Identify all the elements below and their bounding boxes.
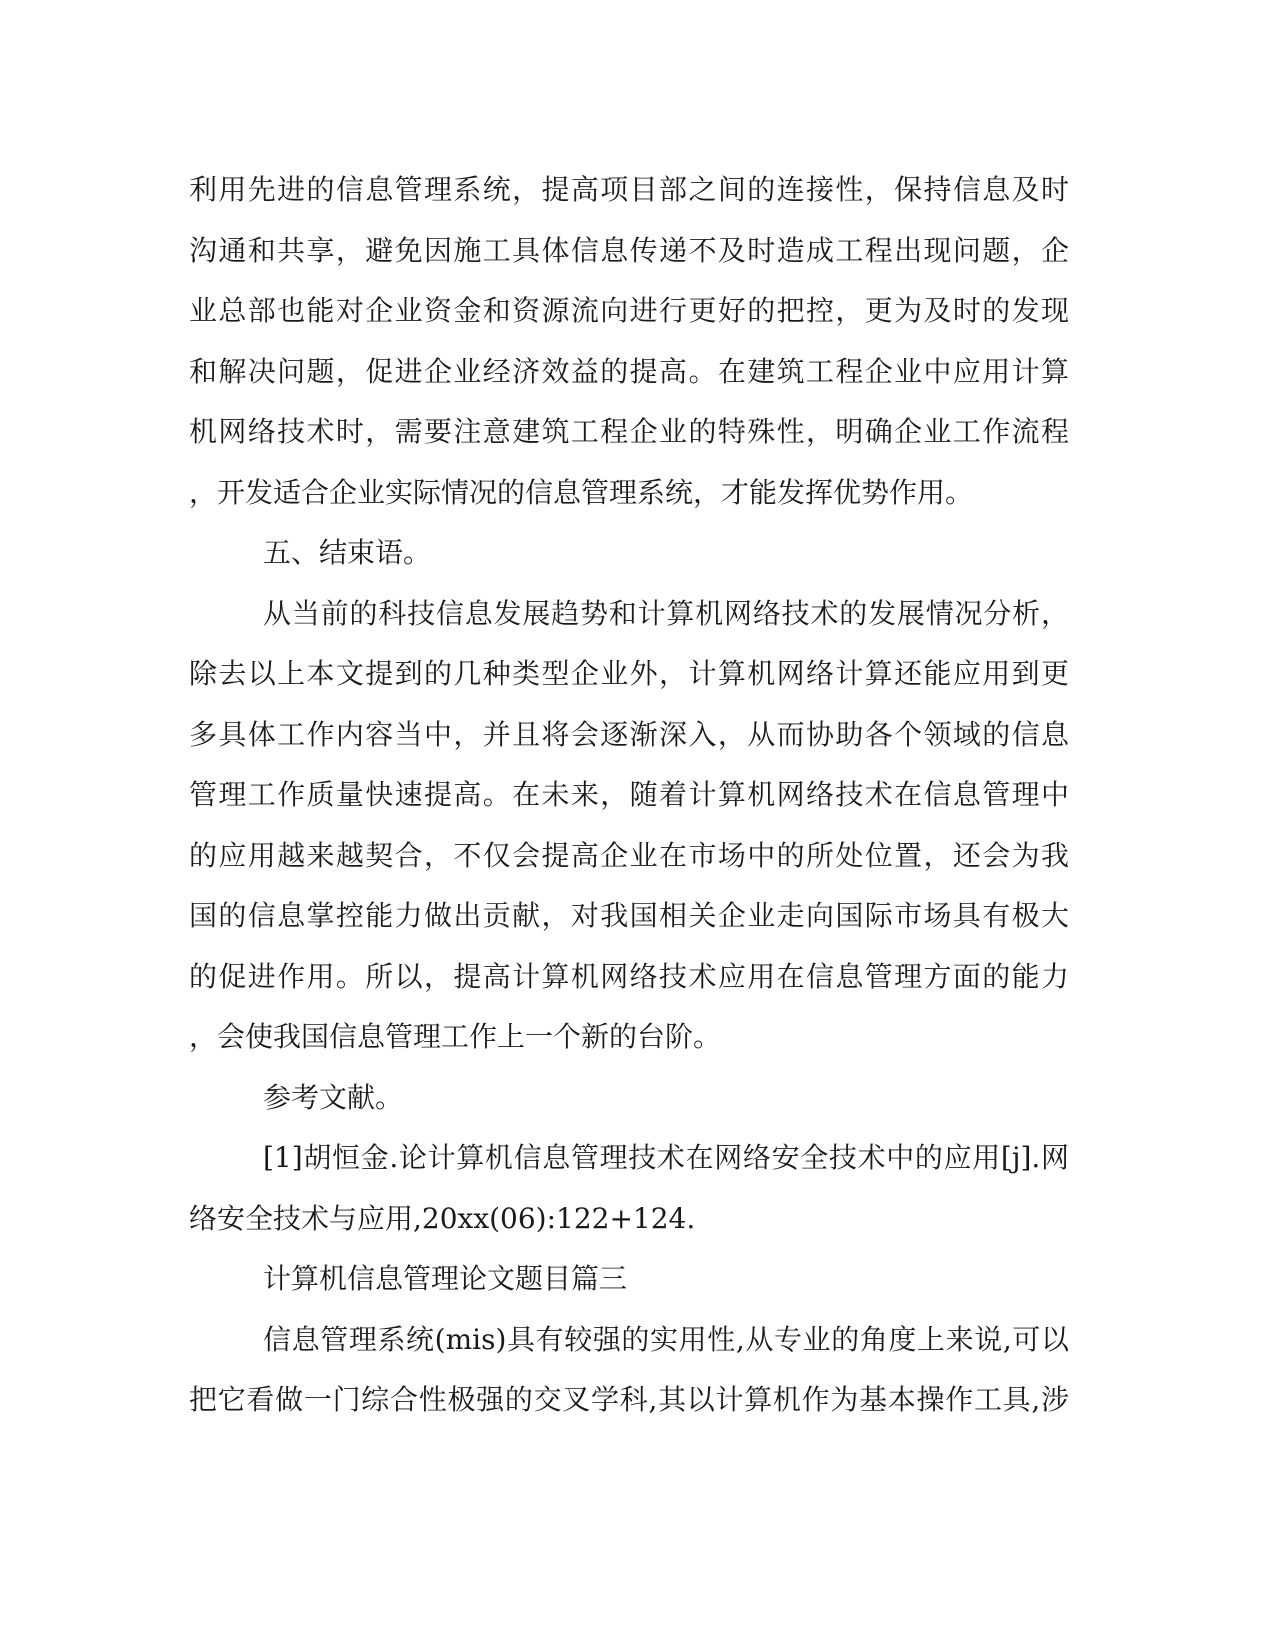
document-body (189, 160, 1069, 1431)
paragraph-line: 除去以上本文提到的几种类型企业外，计算机网络计算还能应用到更 (189, 657, 1069, 690)
paragraph-line: ，会使我国信息管理工作上一个新的台阶。 (189, 1020, 722, 1053)
paragraph-line: 管理工作质量快速提高。在未来，随着计算机网络技术在信息管理中 (189, 778, 1069, 811)
paragraph-line: ，开发适合企业实际情况的信息管理系统，才能发挥优势作用。 (189, 475, 974, 509)
section-heading: 参考文献。 (263, 1080, 404, 1114)
paragraph-line: 沟通和共享，避免因施工具体信息传递不及时造成工程出现问题，企 (189, 233, 1069, 267)
paragraph-line: 国的信息掌控能力做出贡献，对我国相关企业走向国际市场具有极大 (189, 899, 1069, 932)
reference-line: 络安全技术与应用,20xx(06):122+124. (189, 1201, 696, 1235)
section-heading: 计算机信息管理论文题目篇三 (263, 1262, 628, 1295)
paragraph-line: 业总部也能对企业资金和资源流向进行更好的把控，更为及时的发现 (189, 294, 1069, 327)
paragraph-line: 从当前的科技信息发展趋势和计算机网络技术的发展情况分析， (263, 596, 1069, 630)
paragraph-line: 利用先进的信息管理系统，提高项目部之间的连接性，保持信息及时 (189, 173, 1069, 206)
paragraph-line: 机网络技术时，需要注意建筑工程企业的特殊性，明确企业工作流程 (189, 415, 1069, 448)
reference-line: [1]胡恒金.论计算机信息管理技术在网络安全技术中的应用[j].网 (263, 1141, 1069, 1174)
paragraph-line: 多具体工作内容当中，并且将会逐渐深入，从而协助各个领域的信息 (189, 717, 1069, 751)
paragraph-line: 把它看做一门综合性极强的交叉学科,其以计算机作为基本操作工具,涉 (189, 1383, 1069, 1416)
section-heading: 五、结束语。 (263, 536, 432, 569)
paragraph-line: 信息管理系统(mis)具有较强的实用性,从专业的角度上来说,可以 (263, 1322, 1069, 1356)
paragraph-line: 和解决问题，促进企业经济效益的提高。在建筑工程企业中应用计算 (189, 354, 1069, 388)
paragraph-line: 的促进作用。所以，提高计算机网络技术应用在信息管理方面的能力 (189, 959, 1069, 993)
paragraph-line: 的应用越来越契合，不仅会提高企业在市场中的所处位置，还会为我 (189, 838, 1069, 872)
